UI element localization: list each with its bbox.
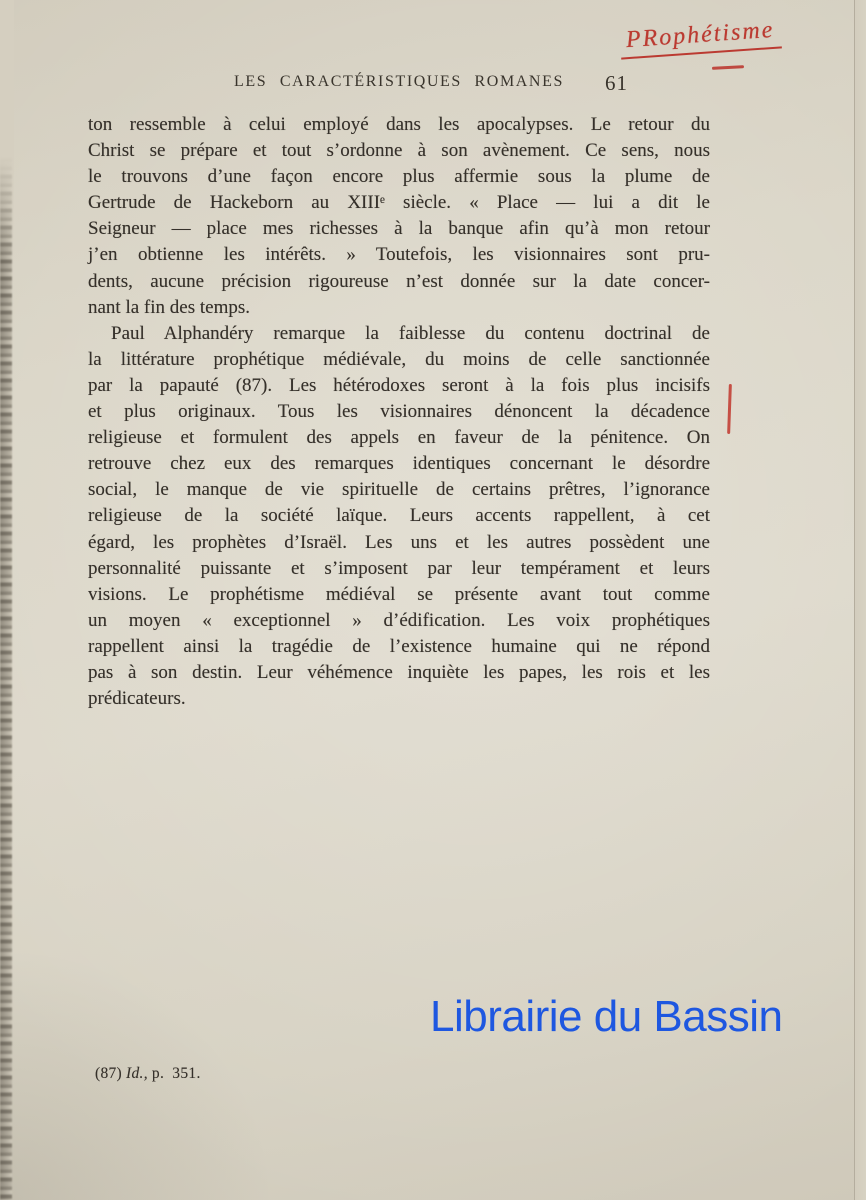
- text-line: dents, aucune précision rigoureuse n’est donnée sur la date concer-: [88, 270, 710, 292]
- text-line: prédicateurs.: [88, 688, 186, 710]
- text-line: Christ se prépare et tout s’ordonne à son avènement. Ce sens, nous: [88, 140, 710, 162]
- margin-pen-mark: [727, 384, 732, 434]
- text-line: rappellent ainsi la tragédie de l’existence humaine qui ne répond: [88, 635, 710, 657]
- text-line: Gertrude de Hackeborn au XIIIᵉ siècle. « Place — lui a dit le: [88, 192, 710, 214]
- facing-page-edge-fade: [0, 0, 14, 260]
- text-line: religieuse et formulent des appels en faveur de la pénitence. On: [88, 427, 710, 449]
- text-line: personnalité puissante et s’imposent par leur tempérament et leurs: [88, 557, 710, 579]
- text-line: la littérature prophétique médiévale, du moins de celle sanctionnée: [88, 348, 710, 370]
- text-line: égard, les prophètes d’Israël. Les uns et les autres possèdent une: [88, 531, 710, 553]
- text-line: le trouvons d’une façon encore plus affermie sous la plume de: [88, 166, 710, 188]
- running-header: LES CARACTÉRISTIQUES ROMANES: [234, 73, 564, 90]
- text-line: j’en obtienne les intérêts. » Toutefois, les visionnaires sont pru-: [88, 244, 710, 266]
- body-text: [88, 112, 710, 712]
- text-line: social, le manque de vie spirituelle de certains prêtres, l’ignorance: [88, 479, 710, 501]
- handwritten-annotation-text: PRophétisme: [625, 16, 776, 54]
- text-line: visions. Le prophétisme médiéval se présente avant tout comme: [88, 583, 710, 605]
- text-line: un moyen « exceptionnel » d’édification. Les voix prophétiques: [88, 609, 710, 631]
- red-pen-tick: [712, 65, 744, 70]
- text-line: par la papauté (87). Les hétérodoxes seront à la fois plus incisifs: [88, 374, 710, 396]
- footnote-marker: (87): [95, 1065, 123, 1082]
- page-number: 61: [605, 71, 628, 95]
- text-line: Seigneur — place mes richesses à la banque afin qu’à mon retour: [88, 218, 710, 240]
- footnote-page-ref: p. 351.: [151, 1065, 201, 1082]
- text-line: retrouve chez eux des remarques identiques concernant le désordre: [88, 453, 710, 475]
- page-right-edge: [854, 0, 866, 1200]
- footnote-reference: Id.,: [126, 1065, 148, 1082]
- bookseller-watermark: Librairie du Bassin: [430, 992, 783, 1041]
- text-line: religieuse de la société laïque. Leurs accents rappellent, à cet: [88, 505, 710, 527]
- text-line: pas à son destin. Leur véhémence inquiète les papes, les rois et les: [88, 661, 710, 683]
- handwritten-annotation: [619, 16, 781, 59]
- footnote: [95, 1065, 205, 1083]
- text-line: ton ressemble à celui employé dans les apocalypses. Le retour du: [88, 114, 710, 135]
- text-line: Paul Alphandéry remarque la faiblesse du contenu doctrinal de: [111, 322, 710, 344]
- text-line: et plus originaux. Tous les visionnaires dénoncent la décadence: [88, 401, 710, 423]
- text-line: nant la fin des temps.: [88, 296, 250, 318]
